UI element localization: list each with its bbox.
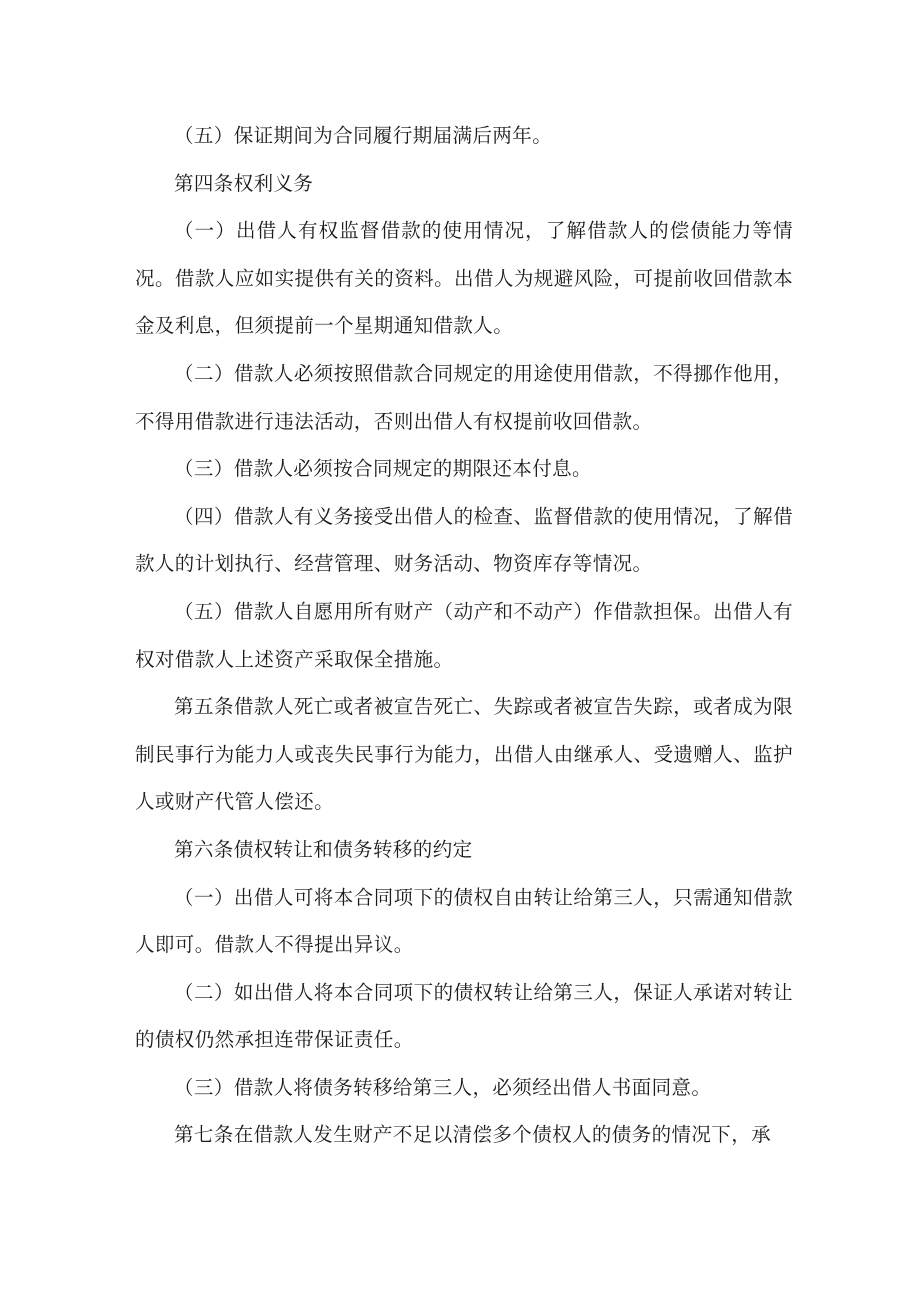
article-4-item-2: （二）借款人必须按照借款合同规定的用途使用借款，不得挪作他用，不得用借款进行违法活动，否则出借人有权提前收回借款。 bbox=[135, 361, 793, 433]
article-5-paragraph: 第五条借款人死亡或者被宣告死亡、失踪或者被宣告失踪，或者成为限制民事行为能力人或丧失民事行为能力，出借人由继承人、受遗赠人、监护人或财产代管人偿还。 bbox=[135, 695, 793, 814]
article-6-heading: 第六条债权转让和债务转移的约定 bbox=[174, 837, 473, 861]
article-4-item-5: （五）借款人自愿用所有财产（动产和不动产）作借款担保。出借人有权对借款人上述资产采取保全措施。 bbox=[135, 599, 793, 671]
article-6-item-1: （一）出借人可将本合同项下的债权自由转让给第三人，只需通知借款人即可。借款人不得提出异议。 bbox=[135, 885, 793, 957]
paragraph-guarantee-period: （五）保证期间为合同履行期届满后两年。 bbox=[174, 124, 553, 147]
article-7-paragraph: 第七条在借款人发生财产不足以清偿多个债权人的债务的情况下，承 bbox=[174, 1123, 772, 1147]
article-6-item-3: （三）借款人将债务转移给第三人，必须经出借人书面同意。 bbox=[174, 1075, 712, 1099]
article-4-heading: 第四条权利义务 bbox=[174, 171, 314, 195]
article-6-item-2: （二）如出借人将本合同项下的债权转让给第三人，保证人承诺对转让的债权仍然承担连带保证责任。 bbox=[135, 980, 793, 1052]
article-4-item-1: （一）出借人有权监督借款的使用情况，了解借款人的偿债能力等情况。借款人应如实提供有关的资料。出借人为规避风险，可提前收回借款本金及利息，但须提前一个星期通知借款人。 bbox=[135, 219, 793, 338]
document-body bbox=[135, 112, 793, 1159]
article-4-item-4: （四）借款人有义务接受出借人的检查、监督借款的使用情况，了解借款人的计划执行、经营管理、财务活动、物资库存等情况。 bbox=[135, 504, 793, 576]
article-4-item-3: （三）借款人必须按合同规定的期限还本付息。 bbox=[174, 457, 592, 481]
